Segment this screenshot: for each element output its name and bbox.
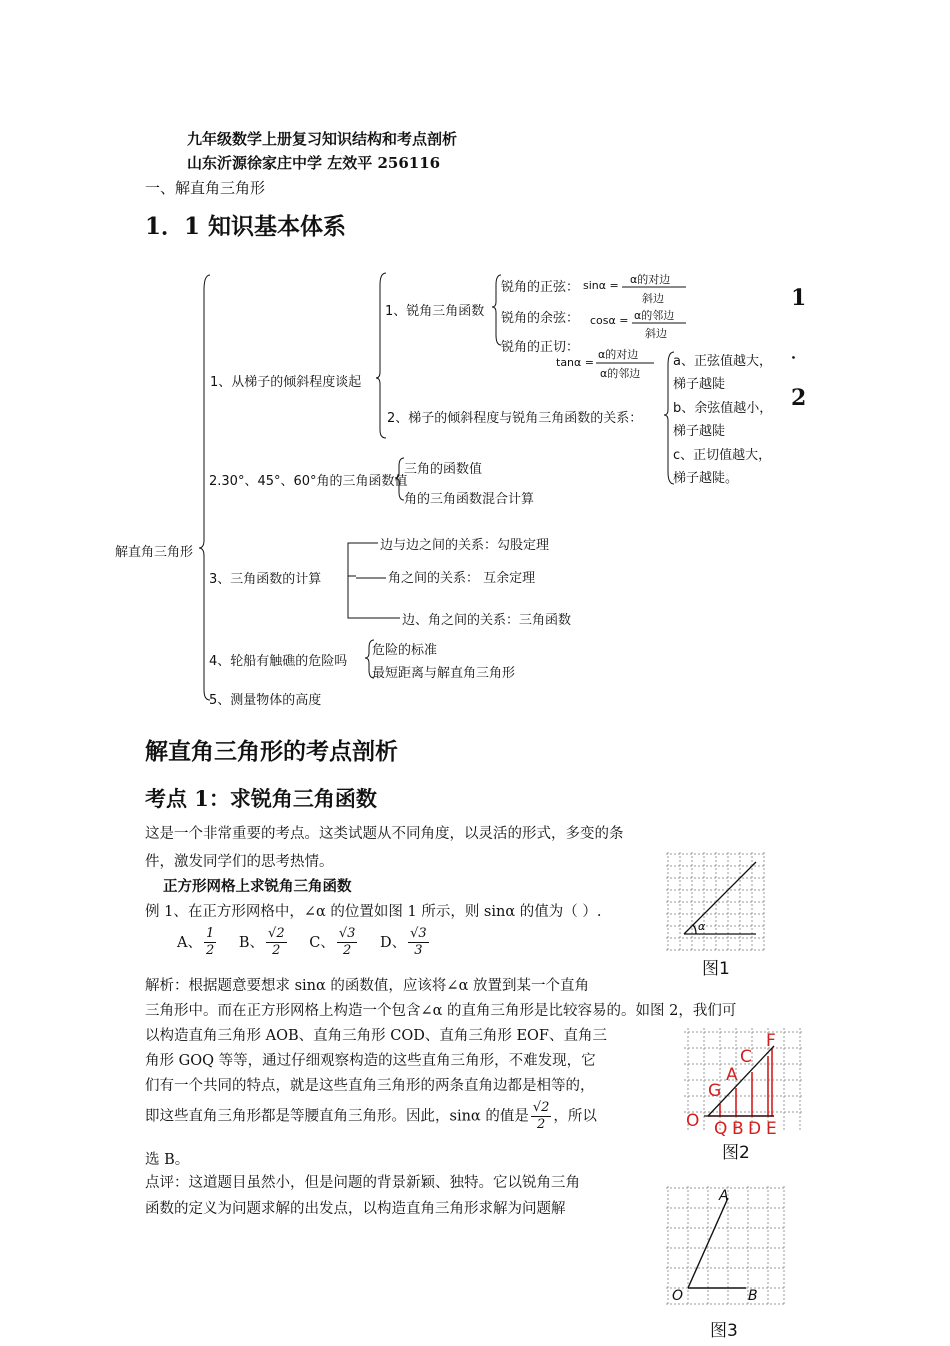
figure-1 [664, 850, 769, 982]
sin-numerator: α的对边 [630, 273, 671, 286]
tree-node-1-2: 2、梯子的倾斜程度与锐角三角函数的关系： [387, 411, 643, 426]
tan-denominator: α的邻边 [600, 367, 641, 380]
fig3-label-b: B [748, 1288, 758, 1304]
doc-author: 山东沂源徐家庄中学 左效平 256116 [187, 154, 441, 172]
fig2-label-e: E [766, 1119, 777, 1139]
knowledge-heading: 1．1 知识基本体系 [145, 213, 347, 240]
analysis-choose: 选 B。 [145, 1152, 190, 1168]
relation-c1: c、正切值越大， [673, 448, 772, 463]
relation-c2: 梯子越陡。 [673, 471, 739, 486]
analysis-line-4: 角形 GOQ 等等，通过仔细观察构造的这些直角三角形，不难发现，它 [145, 1053, 596, 1069]
side-number-b: 2 [791, 385, 807, 411]
relation-b2: 梯子越陡 [673, 424, 726, 439]
figure-2-grid [684, 1028, 809, 1163]
tree-node-4: 4、轮船有触礁的危险吗 [209, 654, 348, 669]
doc-title: 九年级数学上册复习知识结构和考点剖析 [187, 130, 458, 148]
analysis-line-1: 解析：根据题意要想求 sinα 的函数值，应该将∠α 放置到某一个直角 [145, 978, 589, 994]
relation-b1: b、余弦值越小， [673, 401, 773, 416]
relation-a2: 梯子越陡 [673, 377, 726, 392]
option-d: D、 $\frac{√3}{3}$ [379, 926, 427, 958]
figure-1-grid [664, 850, 769, 978]
fig2-label-a: A [726, 1065, 738, 1085]
tree-node-2-2: 角的三角函数混合计算 [404, 492, 535, 507]
relation-a1: a、正弦值越大， [673, 354, 772, 369]
comment-line-2: 函数的定义为问题求解的出发点，以构造直角三角形求解为问题解 [145, 1201, 566, 1217]
cos-label: 锐角的余弦： [501, 311, 580, 326]
side-number-a: 1 [791, 285, 807, 311]
sin-denominator: 斜边 [642, 292, 664, 305]
sin-expr: sinα = [583, 279, 619, 292]
tree-node-1: 1、从梯子的倾斜程度谈起 [210, 375, 362, 390]
option-c: C、 $\frac{√3}{2}$ [309, 926, 356, 958]
tree-node-3-3: 边、角之间的关系：三角函数 [402, 613, 572, 628]
figure-3 [664, 1184, 789, 1346]
tree-node-5: 5、测量物体的高度 [209, 693, 322, 708]
analysis-heading: 解直角三角形的考点剖析 [145, 738, 398, 765]
comment-line-1: 点评：这道题目虽然小，但是问题的背景新颖、独特。它以锐角三角 [145, 1175, 580, 1191]
section-heading: 一、解直角三角形 [145, 179, 266, 197]
tree-node-3-2: 角之间的关系： 互余定理 [388, 571, 536, 586]
answer-options [177, 926, 431, 959]
fig3-label-a: A [719, 1188, 729, 1204]
option-a: A、 $\frac{1}{2}$ [177, 926, 215, 958]
cos-denominator: 斜边 [645, 327, 667, 340]
tan-numerator: α的对边 [598, 348, 639, 361]
analysis-line-6: 即这些直角三角形都是等腰直角三角形。因此，sinα 的值是 $\frac{√2}{2}$ ，所以 [145, 1100, 597, 1132]
fig2-label-q: Q [714, 1119, 728, 1139]
tan-expr: tanα = [556, 356, 594, 369]
cos-numerator: α的邻边 [634, 309, 675, 322]
tree-node-4-1: 危险的标准 [372, 643, 438, 658]
sin-label: 锐角的正弦： [501, 280, 580, 295]
figure-2 [684, 1028, 809, 1167]
tree-root: 解直角三角形 [115, 545, 194, 560]
tree-node-2-1: 三角的函数值 [404, 462, 483, 477]
figure-3-grid [664, 1184, 789, 1342]
fig2-label-g: G [708, 1081, 722, 1101]
fig2-label-b: B [732, 1119, 744, 1139]
tree-node-2: 2.30°、45°、60°角的三角函数值 [209, 474, 408, 489]
figure-2-caption: 图2 [722, 1143, 750, 1163]
fig2-label-d: D [748, 1119, 762, 1139]
figure-3-caption: 图3 [710, 1321, 738, 1341]
tan-label: 锐角的正切： [501, 340, 580, 355]
tree-node-3-1: 边与边之间的关系：勾股定理 [380, 538, 550, 553]
fig2-label-c: C [740, 1047, 752, 1067]
figure-1-caption: 图1 [702, 959, 730, 978]
point1-heading: 考点 1：求锐角三角函数 [145, 786, 377, 811]
figure-1-alpha: α [698, 920, 706, 933]
fig2-label-f: F [766, 1031, 776, 1051]
analysis-line-3: 以构造直角三角形 AOB、直角三角形 COD、直角三角形 EOF、直角三 [145, 1028, 607, 1044]
option-b: B、 $\frac{√2}{2}$ [238, 926, 285, 958]
analysis-line-2: 三角形中。而在正方形网格上构造一个包含∠α 的直角三角形是比较容易的。如图 2，我们可 [145, 1003, 737, 1019]
tree-node-1-1: 1、锐角三角函数 [385, 304, 485, 319]
example-1: 例 1、在正方形网格中，∠α 的位置如图 1 所示，则 sinα 的值为（ ）. [145, 904, 602, 920]
cos-expr: cosα = [590, 314, 629, 327]
side-number-dot: ． [791, 343, 808, 362]
tree-node-3: 3、三角函数的计算 [209, 572, 322, 587]
tree-node-4-2: 最短距离与解直角三角形 [372, 666, 516, 681]
sub-heading: 正方形网格上求锐角三角函数 [163, 878, 352, 895]
fig3-label-o: O [672, 1288, 684, 1304]
fig2-label-o: O [686, 1111, 700, 1131]
analysis-line-5: 们有一个共同的特点，就是这些直角三角形的两条直角边都是相等的， [145, 1078, 595, 1094]
intro-paragraph: 这是一个非常重要的考点。这类试题从不同角度，以灵活的形式，多变的条件，激发同学们的思考热情。 [145, 826, 624, 870]
